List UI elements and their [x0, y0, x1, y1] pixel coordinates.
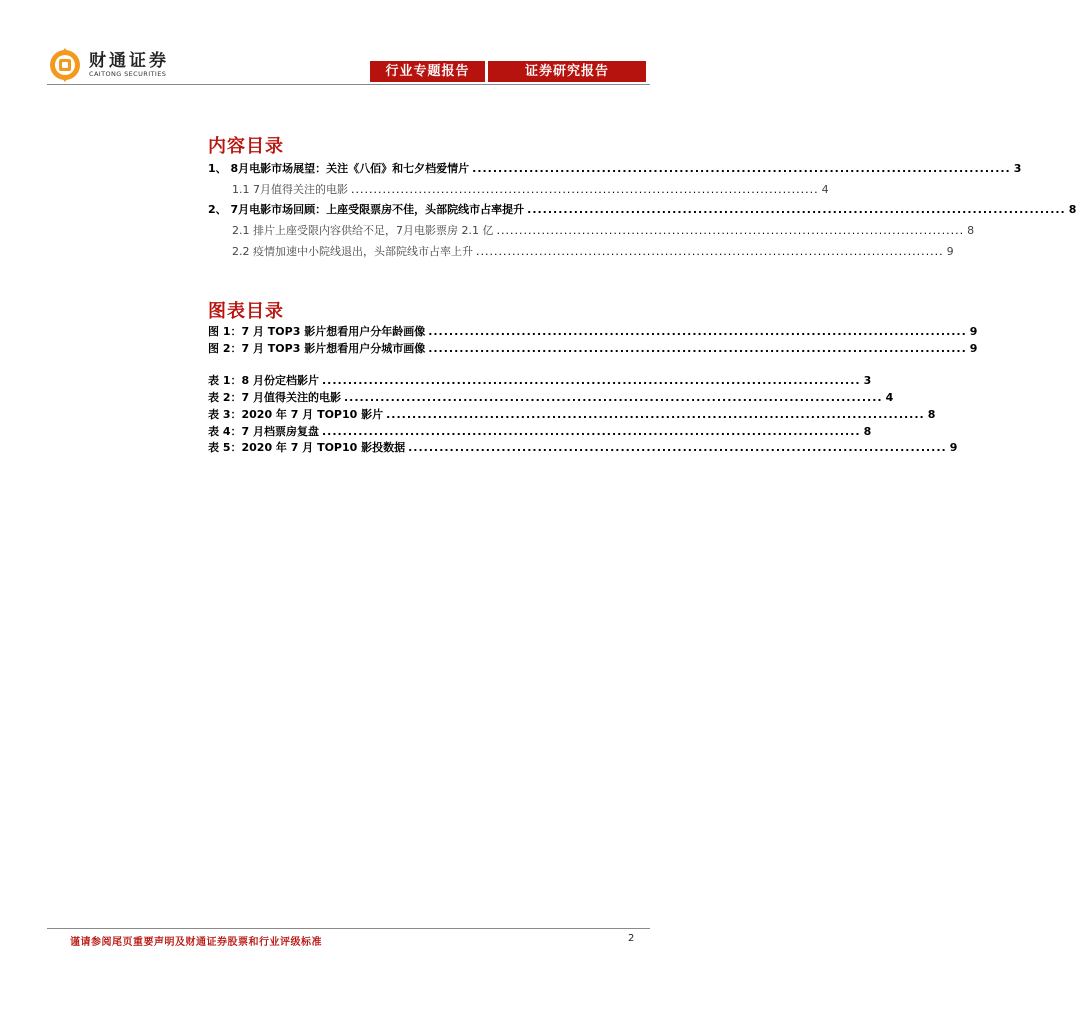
company-logo: [47, 47, 169, 83]
figure-item-page: 9: [969, 325, 978, 338]
report-type-tabs: [370, 61, 646, 82]
toc-item[interactable]: [232, 183, 829, 197]
logo-english-name: CAITONG SECURITIES: [89, 69, 167, 78]
dot-leader: ........................................................................................................: [428, 325, 967, 338]
figure-list-item[interactable]: [208, 342, 978, 356]
figures-title: 图表目录: [208, 301, 284, 322]
toc-item[interactable]: [232, 245, 954, 259]
table-item-text: 表 3：2020 年 7 月 TOP10 影片: [208, 408, 384, 421]
logo-chinese-name: 财通证券: [89, 50, 169, 71]
header-divider: [47, 84, 650, 85]
toc-item[interactable]: [208, 162, 1022, 176]
table-list-item[interactable]: [208, 391, 894, 405]
table-item-text: 表 5：2020 年 7 月 TOP10 影投数据: [208, 441, 406, 454]
toc-item-page: 4: [821, 183, 829, 196]
toc-item[interactable]: [232, 224, 975, 238]
toc-item-text: 1.1 7月值得关注的电影: [232, 183, 348, 196]
page-header: [0, 0, 724, 90]
table-list-item[interactable]: [208, 374, 872, 388]
toc-item-text: 2.1 排片上座受限内容供给不足，7月电影票房 2.1 亿: [232, 224, 494, 237]
industry-report-tab: 行业专题报告: [370, 61, 485, 82]
dot-leader: ........................................................................................................: [351, 183, 819, 196]
figure-item-page: 9: [969, 342, 978, 355]
dot-leader: ........................................................................................................: [428, 342, 967, 355]
figure-list-item[interactable]: [208, 325, 978, 339]
table-item-text: 表 4：7 月档票房复盘: [208, 425, 319, 438]
contents-title: 内容目录: [208, 136, 284, 157]
caitong-logo-icon: [47, 47, 83, 83]
toc-item-page: 8: [1068, 203, 1076, 216]
footer-divider: [47, 928, 650, 929]
toc-item-page: 3: [1013, 162, 1022, 175]
toc-item-page: 9: [946, 245, 954, 258]
footer-disclaimer: 谨请参阅尾页重要声明及财通证券股票和行业评级标准: [70, 937, 322, 948]
table-item-page: 8: [863, 425, 872, 438]
dot-leader: ........................................................................................................: [386, 408, 925, 421]
toc-item-page: 8: [967, 224, 975, 237]
dot-leader: ........................................................................................................: [472, 162, 1011, 175]
toc-item-text: 2.2 疫情加速中小院线退出，头部院线市占率上升: [232, 245, 473, 258]
dot-leader: ........................................................................................................: [496, 224, 965, 237]
dot-leader: ........................................................................................................: [527, 203, 1066, 216]
table-item-page: 3: [863, 374, 872, 387]
dot-leader: ........................................................................................................: [408, 441, 947, 454]
table-item-page: 8: [927, 408, 936, 421]
dot-leader: ........................................................................................................: [343, 391, 883, 404]
figure-item-text: 图 1：7 月 TOP3 影片想看用户分年龄画像: [208, 325, 426, 338]
table-item-text: 表 1：8 月份定档影片: [208, 374, 319, 387]
dot-leader: ........................................................................................................: [476, 245, 944, 258]
table-list-item[interactable]: [208, 441, 958, 455]
dot-leader: ........................................................................................................: [321, 425, 861, 438]
page-number: 2: [628, 933, 635, 944]
toc-item-text: 1、 8月电影市场展望：关注《八佰》和七夕档爱情片: [208, 162, 470, 175]
table-item-text: 表 2：7 月值得关注的电影: [208, 391, 341, 404]
toc-item-text: 2、 7月电影市场回顾：上座受限票房不佳，头部院线市占率提升: [208, 203, 525, 216]
table-item-page: 9: [949, 441, 958, 454]
figure-item-text: 图 2：7 月 TOP3 影片想看用户分城市画像: [208, 342, 426, 355]
toc-item[interactable]: [208, 203, 1076, 217]
table-list-item[interactable]: [208, 408, 936, 422]
table-list-item[interactable]: [208, 425, 872, 439]
table-item-page: 4: [885, 391, 894, 404]
securities-report-tab: 证券研究报告: [488, 61, 646, 82]
dot-leader: ........................................................................................................: [321, 374, 861, 387]
